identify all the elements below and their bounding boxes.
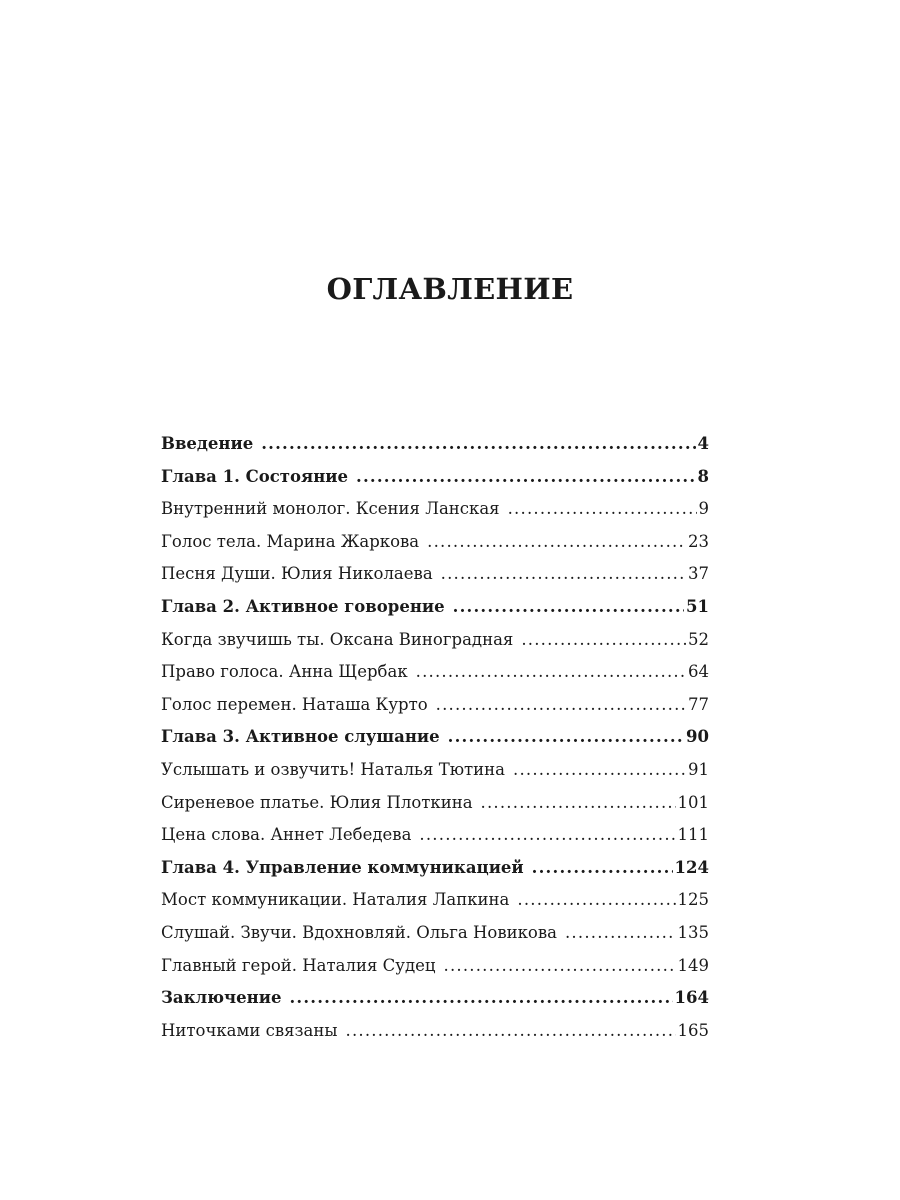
page-title: ОГЛАВЛЕНИЕ (326, 272, 574, 306)
toc-entry-title: Ниточками связаны (161, 1020, 338, 1040)
toc-entry-title: Заключение (161, 988, 282, 1008)
dot-leader (481, 787, 676, 820)
dot-leader (416, 656, 686, 689)
toc-chapter-entry (161, 493, 709, 526)
toc-chapter-entry (161, 558, 709, 591)
toc-chapter-entry (161, 1015, 709, 1048)
toc-chapter-entry (161, 656, 709, 689)
toc-entry-title: Когда звучишь ты. Оксана Виноградная (161, 629, 514, 649)
toc-entry-title: Услышать и озвучить! Наталья Тютина (161, 759, 506, 779)
dot-leader (532, 852, 673, 885)
toc-entry-title: Цена слова. Аннет Лебедева (161, 825, 412, 845)
toc-entry-title: Введение (161, 434, 254, 453)
toc-chapter-entry (161, 917, 709, 950)
toc-section-entry (161, 852, 709, 885)
toc-page-number: 111 (677, 825, 709, 845)
toc-page-number: 4 (697, 434, 709, 453)
toc-entry-title: Песня Души. Юлия Николаева (161, 564, 433, 584)
toc-entry-title: Глава 2. Активное говорение (161, 596, 445, 616)
toc-page-number: 37 (688, 564, 709, 584)
toc-entry-title: Главный герой. Наталия Судец (161, 955, 436, 975)
toc-page-number: 52 (688, 629, 709, 649)
toc-chapter-entry (161, 787, 709, 820)
dot-leader (427, 526, 686, 559)
toc-section-entry (161, 591, 709, 624)
toc-section-entry (161, 982, 709, 1015)
toc-page-number: 8 (697, 466, 709, 486)
toc-entry-title: Мост коммуникации. Наталия Лапкина (161, 890, 510, 910)
dot-leader (444, 950, 676, 983)
dot-leader (356, 461, 696, 494)
toc-page-number: 135 (677, 922, 709, 942)
toc-page-number: 90 (686, 727, 709, 747)
toc-section-entry (161, 461, 709, 494)
toc-page-number: 51 (686, 596, 709, 616)
toc-entry-title: Право голоса. Анна Щербак (161, 662, 408, 682)
toc-section-entry (161, 428, 709, 461)
toc-entry-title: Голос тела. Марина Жаркова (161, 531, 420, 551)
toc-entry-title: Глава 1. Состояние (161, 466, 349, 486)
dot-leader (261, 428, 695, 461)
toc-chapter-entry (161, 754, 709, 787)
toc-chapter-entry (161, 884, 709, 917)
toc-page-number: 124 (674, 857, 709, 877)
toc-page-number: 149 (677, 955, 709, 975)
dot-leader (289, 982, 672, 1015)
dot-leader (436, 689, 686, 722)
toc-chapter-entry (161, 950, 709, 983)
toc-section-entry (161, 721, 709, 754)
dot-leader (453, 591, 684, 624)
toc-page-number: 101 (677, 792, 709, 812)
toc-page-number: 164 (674, 988, 709, 1008)
toc-chapter-entry (161, 689, 709, 722)
toc-page-number: 9 (698, 499, 709, 519)
toc-entry-title: Глава 4. Управление коммуникацией (161, 857, 524, 877)
dot-leader (346, 1015, 676, 1048)
toc-chapter-entry (161, 819, 709, 852)
toc-chapter-entry (161, 624, 709, 657)
dot-leader (565, 917, 676, 950)
toc-entry-title: Внутренний монолог. Ксения Ланская (161, 499, 500, 519)
table-of-contents (161, 428, 709, 1047)
dot-leader (513, 754, 686, 787)
dot-leader (419, 819, 675, 852)
dot-leader (448, 721, 684, 754)
toc-page-number: 23 (688, 531, 709, 551)
dot-leader (521, 624, 686, 657)
toc-page-number: 125 (677, 890, 709, 910)
toc-entry-title: Сиреневое платье. Юлия Плоткина (161, 792, 473, 812)
toc-page-number: 165 (677, 1020, 709, 1040)
toc-page-number: 77 (688, 694, 709, 714)
toc-chapter-entry (161, 526, 709, 559)
dot-leader (517, 884, 675, 917)
toc-entry-title: Голос перемен. Наташа Курто (161, 694, 428, 714)
toc-entry-title: Слушай. Звучи. Вдохновляй. Ольга Новикова (161, 922, 557, 942)
dot-leader (441, 558, 686, 591)
toc-page-number: 91 (688, 759, 709, 779)
toc-entry-title: Глава 3. Активное слушание (161, 727, 440, 747)
dot-leader (508, 493, 697, 526)
toc-page-number: 64 (688, 662, 709, 682)
